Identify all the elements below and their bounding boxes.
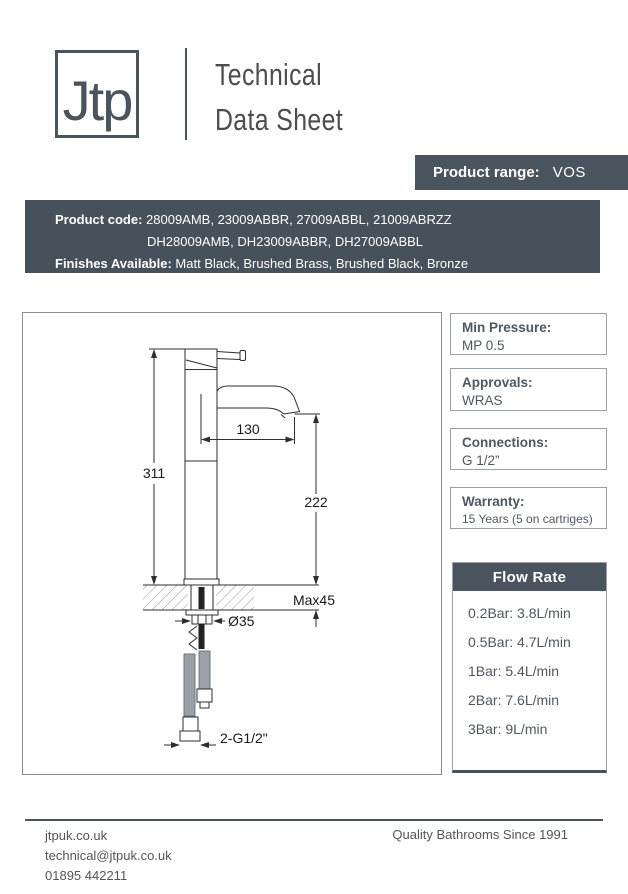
dim-label-inlets: 2-G1/2" [220,730,268,746]
flow-rate-box [452,562,607,773]
flow-rate-rows [453,591,606,748]
flow-rate-row: 1Bar: 5.4L/min [468,663,560,679]
technical-drawing-frame [22,312,442,775]
footer-email: technical@jtpuk.co.uk [45,848,172,863]
dim-label-311: 311 [142,465,166,481]
flow-rate-row: 0.5Bar: 4.7L/min [468,634,571,650]
product-range-value: VOS [552,164,586,181]
flow-rate-row: 0.2Bar: 3.8L/min [468,605,571,621]
footer-phone: 01895 442211 [45,868,128,883]
dim-label-hole: Ø35 [228,613,255,629]
dimension-max45 [313,610,319,627]
document-title-line1: Technical [215,57,322,92]
spec-label: Approvals: [462,375,533,390]
faucet-body [185,349,217,579]
finishes-label: Finishes Available: [55,256,172,271]
dim-label-max45: Max45 [292,592,336,608]
product-range-label: Product range: [433,164,540,181]
flow-rate-row: 2Bar: 7.6L/min [468,692,560,708]
spec-value: G 1/2” [462,453,500,468]
product-code-bar [25,200,600,273]
document-title [215,52,343,142]
flow-rate-row: 3Bar: 9L/min [468,721,548,737]
spec-value: MP 0.5 [462,338,505,353]
spec-box-min-pressure [450,313,607,355]
flexible-hoses [180,651,212,741]
spec-label: Warranty: [462,494,525,509]
header-divider [185,48,187,140]
jtp-logo-text: Jtp [62,69,132,132]
spec-box-warranty [450,487,607,529]
document-title-line2: Data Sheet [215,102,344,137]
jtp-logo [55,50,139,138]
finishes-line [55,253,600,275]
footer-divider [25,819,603,821]
dimension-inlets [164,742,216,748]
faucet-spout [217,386,300,418]
technical-drawing [23,313,441,774]
spec-value: WRAS [462,393,503,408]
product-code-line1 [55,209,600,231]
product-code-label: Product code: [55,212,143,227]
product-codes-2: DH28009AMB, DH23009ABBR, DH27009ABBL [147,234,424,249]
product-codes-1: 28009AMB, 23009ABBR, 27009ABBL, 21009ABRZZ [146,212,452,227]
spec-box-approvals [450,368,607,411]
spec-value: 15 Years (5 on cartriges) [462,512,593,526]
spec-label: Min Pressure: [462,320,552,335]
product-code-line2 [55,231,600,253]
product-range-banner [415,155,628,190]
footer-contact [45,826,172,886]
dim-label-130: 130 [236,421,260,437]
faucet-outline [143,349,320,748]
dim-label-222: 222 [304,494,328,510]
finishes-value: Matt Black, Brushed Brass, Brushed Black, Bronze [175,256,469,271]
spec-label: Connections: [462,435,549,450]
footer-tagline: Quality Bathrooms Since 1991 [392,827,568,842]
faucet-handle [217,351,246,361]
flow-rate-header: Flow Rate [453,563,606,591]
spec-box-connections [450,428,607,470]
footer-website: jtpuk.co.uk [45,828,108,843]
